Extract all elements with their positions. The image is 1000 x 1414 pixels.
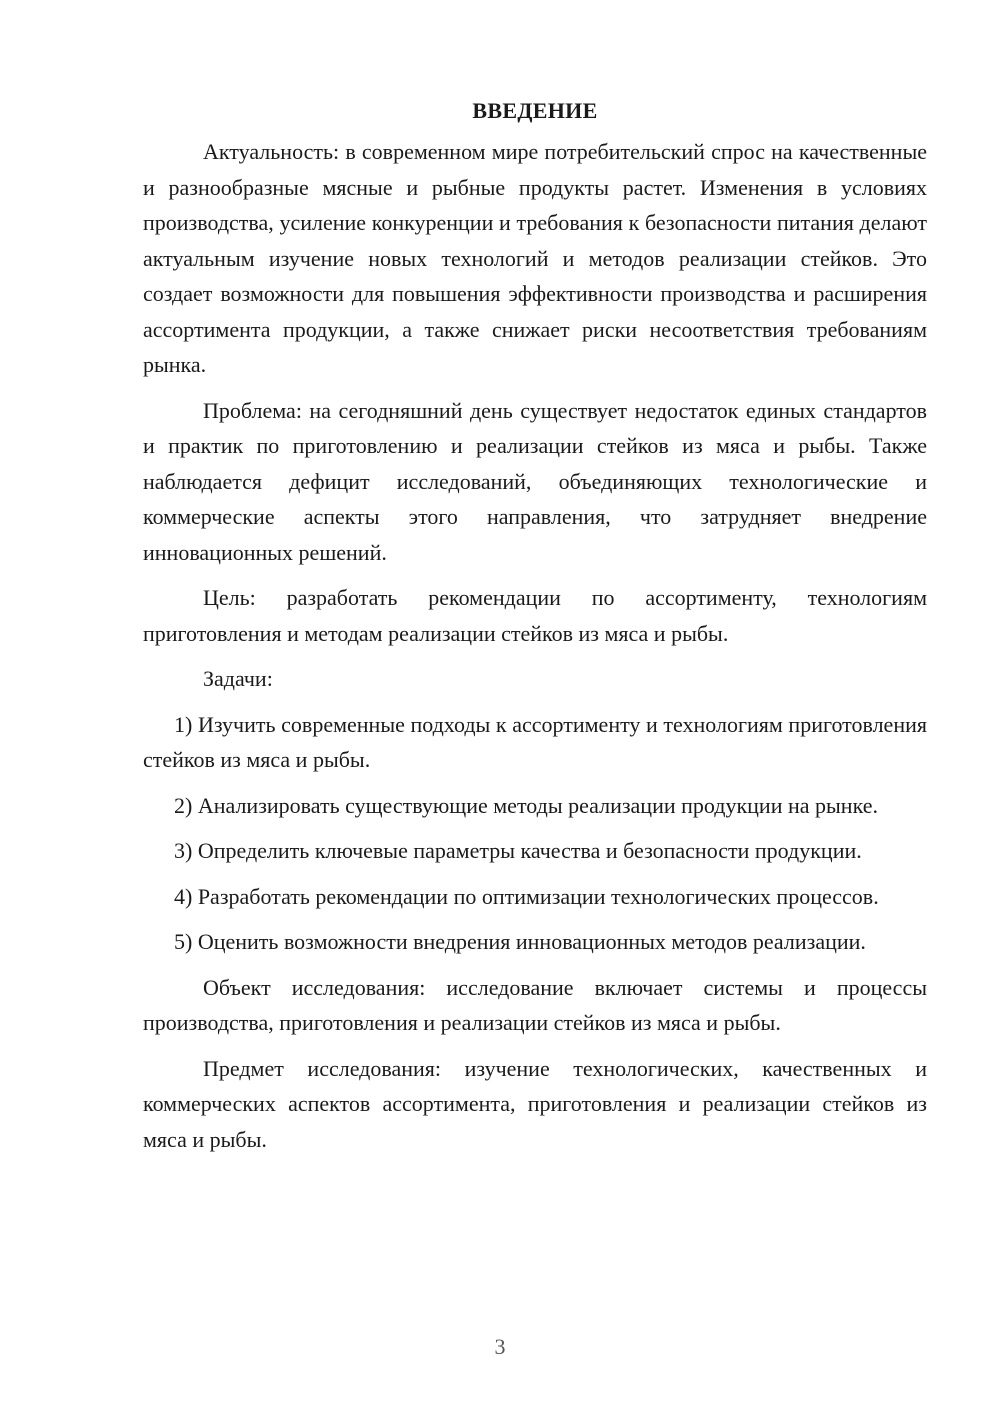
task-item: 4) Разработать рекомендации по оптимизации технологических процессов. [174,883,879,909]
page-number: 3 [494,1334,506,1359]
task-item: 2) Анализировать существующие методы реализации продукции на рынке. [174,792,878,818]
tasks-label: Задачи: [203,666,273,691]
object-paragraph: Объект исследования: исследование включает системы и процессы производства, приготовления и реализации стейков из мяса и рыбы. [143,974,927,1035]
relevance-paragraph: Актуальность: в современном мире потребительский спрос на качественные и разнообразные мясные и рыбные продукты растет. Изменения в условиях производства, усиление конкуренции и требования к безопасности питания делают актуальным изучение новых технологий и методов реализации стейков. Это создает возможности для повышения эффективности производства и расширения ассортимента продукции, а также снижает риски несоответствия требованиям рынка. [143,139,927,377]
task-item: 5) Оценить возможности внедрения инновационных методов реализации. [174,929,866,954]
task-item: 1) Изучить современные подходы к ассортименту и технологиям приготовления стейков из мяса и рыбы. [143,711,927,772]
tasks-list [143,707,927,960]
document-page [143,96,927,1167]
task-item: 3) Определить ключевые параметры качества и безопасности продукции. [174,838,862,863]
subject-paragraph: Предмет исследования: изучение технологических, качественных и коммерческих аспектов ассортимента, приготовления и реализации стейков из мяса и рыбы. [143,1055,927,1152]
problem-paragraph: Проблема: на сегодняшний день существует недостаток единых стандартов и практик по приготовлению и реализации стейков из мяса и рыбы. Также наблюдается дефицит исследований, объединяющих технологические и коммерческие аспекты этого направления, что затрудняет внедрение инновационных решений. [143,397,927,565]
page-title: ВВЕДЕНИЕ [472,98,598,123]
goal-paragraph: Цель: разработать рекомендации по ассортименту, технологиям приготовления и методам реализации стейков из мяса и рыбы. [143,585,927,646]
